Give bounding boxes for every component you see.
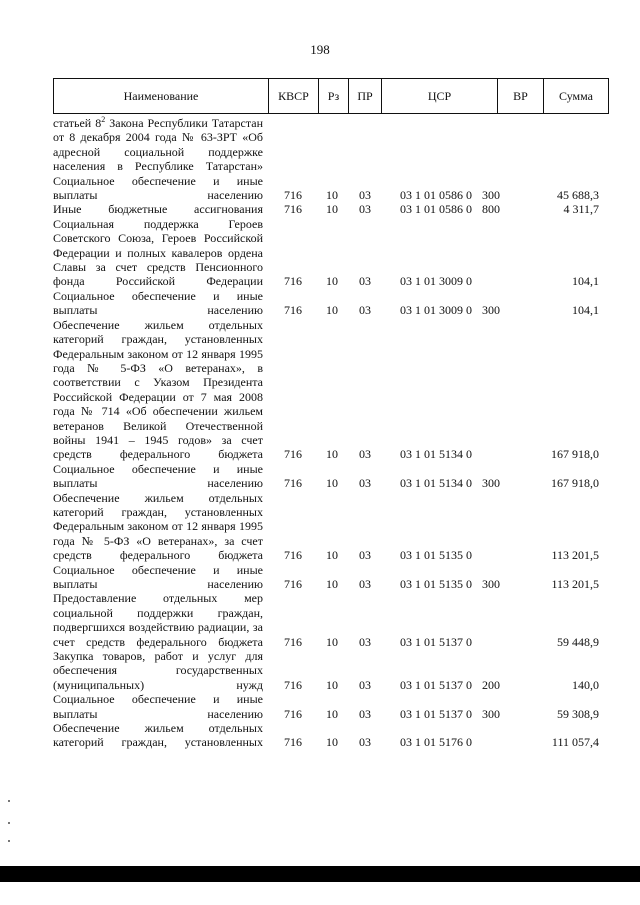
row-name: Закупка товаров, работ и услуг для обеспечения государственных (муниципальных) нужд (53, 649, 263, 692)
row-csr: 03 1 01 5134 0 (400, 476, 472, 491)
row-rz: 10 (326, 476, 338, 491)
row-name: Обеспечение жильем отдельных категорий граждан, установленных Федеральным законом от 12 января 1995 года № 5-ФЗ «О ветеранах», в соответствии с Указом Президента Российской Федерации от 7 мая 2008 года № 714 «Об обеспечении жильем ветеранов Великой Отечественной войны 1941 – 1945 годов» за счет средств федерального бюджета (53, 317, 263, 462)
table-row (53, 491, 609, 563)
row-csr: 03 1 01 5134 0 (400, 447, 472, 462)
row-sum: 104,1 (572, 303, 599, 318)
table-row (53, 721, 609, 750)
page-number: 198 (310, 42, 330, 57)
row-pr: 03 (359, 476, 371, 491)
row-vr: 800 (482, 202, 500, 217)
row-pr: 03 (359, 634, 371, 649)
row-csr: 03 1 01 5135 0 (400, 548, 472, 563)
row-sum: 45 688,3 (557, 188, 599, 203)
row-rz: 10 (326, 202, 338, 217)
row-pr: 03 (359, 274, 371, 289)
row-csr: 03 1 01 5135 0 (400, 577, 472, 591)
table-row (53, 217, 609, 289)
row-vr: 300 (482, 476, 500, 491)
row-rz: 10 (326, 303, 338, 318)
row-sum: 104,1 (572, 274, 599, 289)
scan-footer-bar (0, 866, 640, 882)
table-row (53, 649, 609, 692)
row-rz: 10 (326, 634, 338, 649)
row-csr: 03 1 01 0586 0 (400, 188, 472, 203)
row-vr: 200 (482, 677, 500, 692)
row-pr: 03 (359, 447, 371, 462)
row-sum: 111 057,4 (551, 735, 599, 750)
row-pr: 03 (359, 188, 371, 203)
row-sum: 4 311,7 (563, 202, 599, 217)
row-pr: 03 (359, 548, 371, 563)
row-name: Социальное обеспечение и иные выплаты населению (53, 288, 263, 318)
scan-mark (8, 822, 10, 824)
row-kvsr: 716 (284, 447, 302, 462)
header-rz: Рз (319, 79, 349, 113)
row-name: Иные бюджетные ассигнования (53, 202, 263, 217)
row-name: Социальное обеспечение и иные выплаты населению (53, 562, 263, 591)
table-body (53, 116, 609, 750)
row-rz: 10 (326, 188, 338, 203)
row-csr: 03 1 01 3009 0 (400, 303, 472, 318)
table-row (53, 174, 609, 203)
table-row (53, 563, 609, 592)
row-sum: 113 201,5 (551, 548, 599, 563)
row-rz: 10 (326, 447, 338, 462)
row-pr: 03 (359, 735, 371, 750)
row-rz: 10 (326, 577, 338, 591)
row-vr: 300 (482, 188, 500, 203)
row-vr: 300 (482, 706, 500, 721)
header-vr: ВР (498, 79, 544, 113)
table-row (53, 289, 609, 318)
row-name: Социальное обеспечение и иные выплаты населению (53, 692, 263, 721)
row-kvsr: 716 (284, 634, 302, 649)
table-header (53, 78, 609, 114)
row-name-part: статьей 8 (53, 116, 102, 130)
row-vr: 300 (482, 577, 500, 591)
row-name: Обеспечение жильем отдельных категорий граждан, установленных (53, 721, 263, 750)
row-kvsr: 716 (284, 202, 302, 217)
row-csr: 03 1 01 5137 0 (400, 706, 472, 721)
row-sum: 167 918,0 (551, 447, 599, 462)
row-csr: 03 1 01 3009 0 (400, 274, 472, 289)
row-pr: 03 (359, 303, 371, 318)
row-kvsr: 716 (284, 577, 302, 591)
row-name: Социальная поддержка Героев Советского Союза, Героев Российской Федерации и полных кавалеров ордена Славы за счет средств Пенсионного фонда Российской Федерации (53, 216, 263, 289)
row-rz: 10 (326, 735, 338, 750)
row-name: Обеспечение жильем отдельных категорий граждан, установленных Федеральным законом от 12 января 1995 года № 5-ФЗ «О ветеранах», за счет средств федерального бюджета (53, 490, 263, 563)
header-pr: ПР (349, 79, 382, 113)
row-kvsr: 716 (284, 677, 302, 692)
header-name: Наименование (54, 79, 269, 113)
row-sum: 167 918,0 (551, 476, 599, 491)
table-row (53, 202, 609, 216)
header-sum: Сумма (559, 89, 593, 103)
scan-mark (8, 840, 10, 842)
scan-mark (8, 800, 10, 802)
row-csr: 03 1 01 5137 0 (400, 677, 472, 692)
row-kvsr: 716 (284, 274, 302, 289)
row-kvsr: 716 (284, 706, 302, 721)
row-kvsr: 716 (284, 188, 302, 203)
row-name (53, 116, 263, 174)
row-pr: 03 (359, 202, 371, 217)
table-row (53, 116, 609, 174)
row-sum: 140,0 (572, 677, 599, 692)
row-kvsr: 716 (284, 303, 302, 318)
table-row (53, 692, 609, 721)
row-name: Предоставление отдельных мер социальной поддержки граждан, подвергшихся воздействию радиации, за счет средств федерального бюджета (53, 591, 263, 649)
row-pr: 03 (359, 677, 371, 692)
row-csr: 03 1 01 5137 0 (400, 634, 472, 649)
row-pr: 03 (359, 577, 371, 591)
row-sum: 59 448,9 (557, 634, 599, 649)
row-rz: 10 (326, 706, 338, 721)
row-rz: 10 (326, 548, 338, 563)
row-rz: 10 (326, 677, 338, 692)
header-kvsr: КВСР (269, 79, 319, 113)
row-pr: 03 (359, 706, 371, 721)
row-rz: 10 (326, 274, 338, 289)
row-kvsr: 716 (284, 735, 302, 750)
header-csr: ЦСР (382, 79, 498, 113)
row-kvsr: 716 (284, 548, 302, 563)
table-row (53, 462, 609, 491)
row-csr: 03 1 01 0586 0 (400, 202, 472, 217)
row-sum: 113 201,5 (551, 577, 599, 591)
row-kvsr: 716 (284, 476, 302, 491)
row-name-superscript: 2 (101, 115, 106, 124)
table-row (53, 591, 609, 649)
row-sum: 59 308,9 (557, 706, 599, 721)
row-vr: 300 (482, 303, 500, 318)
table-row (53, 318, 609, 462)
row-name: Социальное обеспечение и иные выплаты населению (53, 173, 263, 203)
row-name: Социальное обеспечение и иные выплаты населению (53, 461, 263, 491)
row-name-part: Закона Республики Татарстан от 8 декабря 2004 года № 63-ЗРТ «Об адресной социальной поддержке населения в Республике Татарстан» (53, 116, 263, 174)
row-csr: 03 1 01 5176 0 (400, 735, 472, 750)
